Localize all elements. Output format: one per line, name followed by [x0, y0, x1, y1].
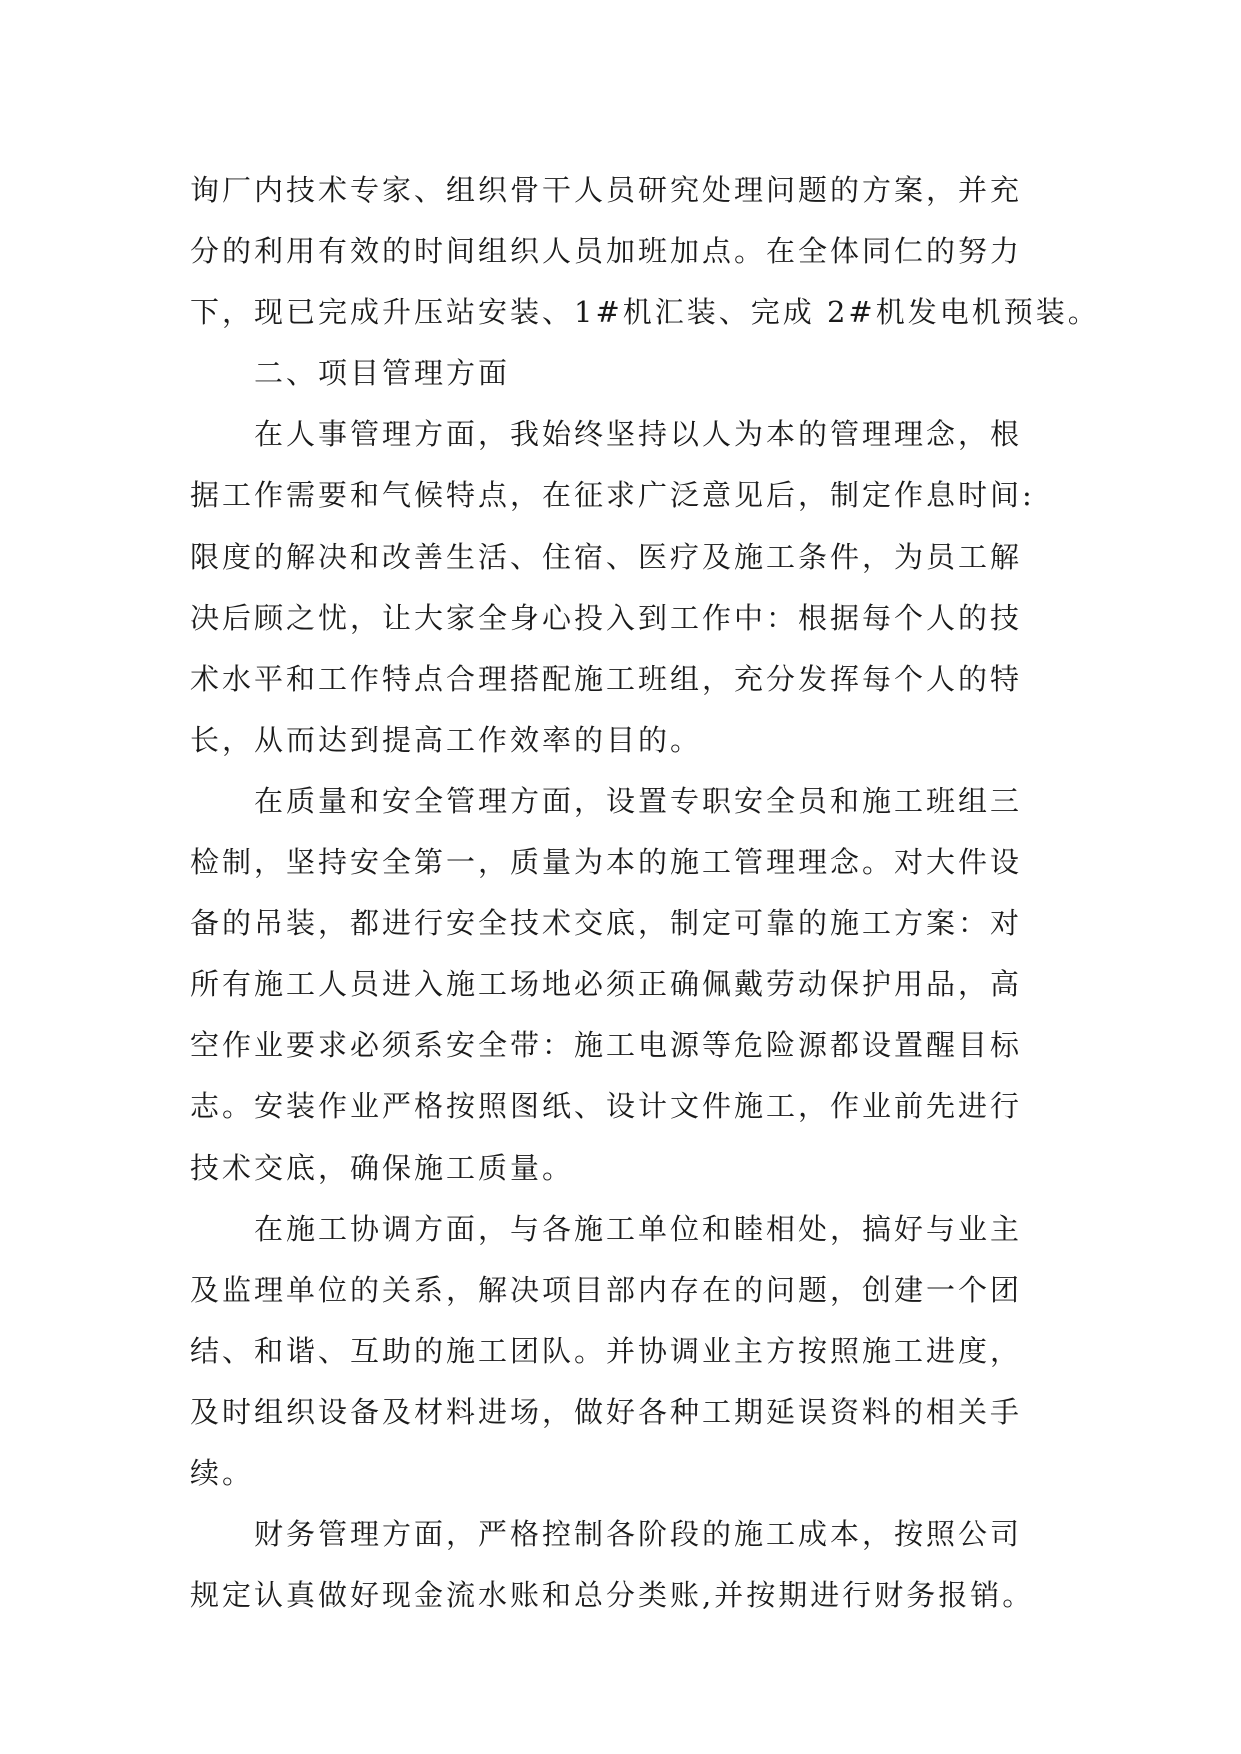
- text-line: 结、和谐、互助的施工团队。并协调业主方按照施工进度，: [190, 1333, 1023, 1368]
- body-text: [190, 160, 1100, 1626]
- text-line: 检制，坚持安全第一，质量为本的施工管理理念。对大件设: [190, 845, 1023, 880]
- text-line: 及时组织设备及材料进场，做好各种工期延误资料的相关手: [190, 1394, 1023, 1429]
- text-line: 技术交底，确保施工质量。: [190, 1150, 575, 1185]
- text-line: 下，现已完成升压站安装、1#机汇装、完成 2#机发电机预装。: [190, 295, 1100, 330]
- text-line: 空作业要求必须系安全带：施工电源等危险源都设置醒目标: [190, 1028, 1023, 1063]
- text-line: 备的吊装，都进行安全技术交底，制定可靠的施工方案：对: [190, 906, 1023, 941]
- text-line: 及监理单位的关系，解决项目部内存在的问题，创建一个团: [190, 1272, 1023, 1307]
- text-line: 在施工协调方面，与各施工单位和睦相处，搞好与业主: [254, 1211, 1023, 1246]
- text-line: 所有施工人员进入施工场地必须正确佩戴劳动保护用品，高: [190, 967, 1023, 1002]
- text-line: 限度的解决和改善生活、住宿、医疗及施工条件，为员工解: [190, 539, 1023, 574]
- text-line: 术水平和工作特点合理搭配施工班组，充分发挥每个人的特: [190, 661, 1023, 696]
- text-line: 财务管理方面，严格控制各阶段的施工成本，按照公司: [254, 1517, 1023, 1552]
- text-line: 续。: [190, 1455, 255, 1490]
- text-line: 询厂内技术专家、组织骨干人员研究处理问题的方案，并充: [190, 173, 1023, 207]
- text-line: 长，从而达到提高工作效率的目的。: [190, 722, 703, 757]
- text-line: 决后顾之忧，让大家全身心投入到工作中：根据每个人的技: [190, 600, 1023, 635]
- text-line: 在人事管理方面，我始终坚持以人为本的管理理念，根: [254, 417, 1023, 452]
- text-line: 志。安装作业严格按照图纸、设计文件施工，作业前先进行: [190, 1089, 1023, 1124]
- text-line: 据工作需要和气候特点，在征求广泛意见后，制定作息时间:: [190, 478, 1035, 513]
- text-line: 规定认真做好现金流水账和总分类账,并按期进行财务报销。: [190, 1578, 1035, 1613]
- text-line: 分的利用有效的时间组织人员加班加点。在全体同仁的努力: [190, 234, 1023, 269]
- section-heading: 二、项目管理方面: [254, 356, 511, 391]
- text-line: 在质量和安全管理方面，设置专职安全员和施工班组三: [254, 783, 1023, 818]
